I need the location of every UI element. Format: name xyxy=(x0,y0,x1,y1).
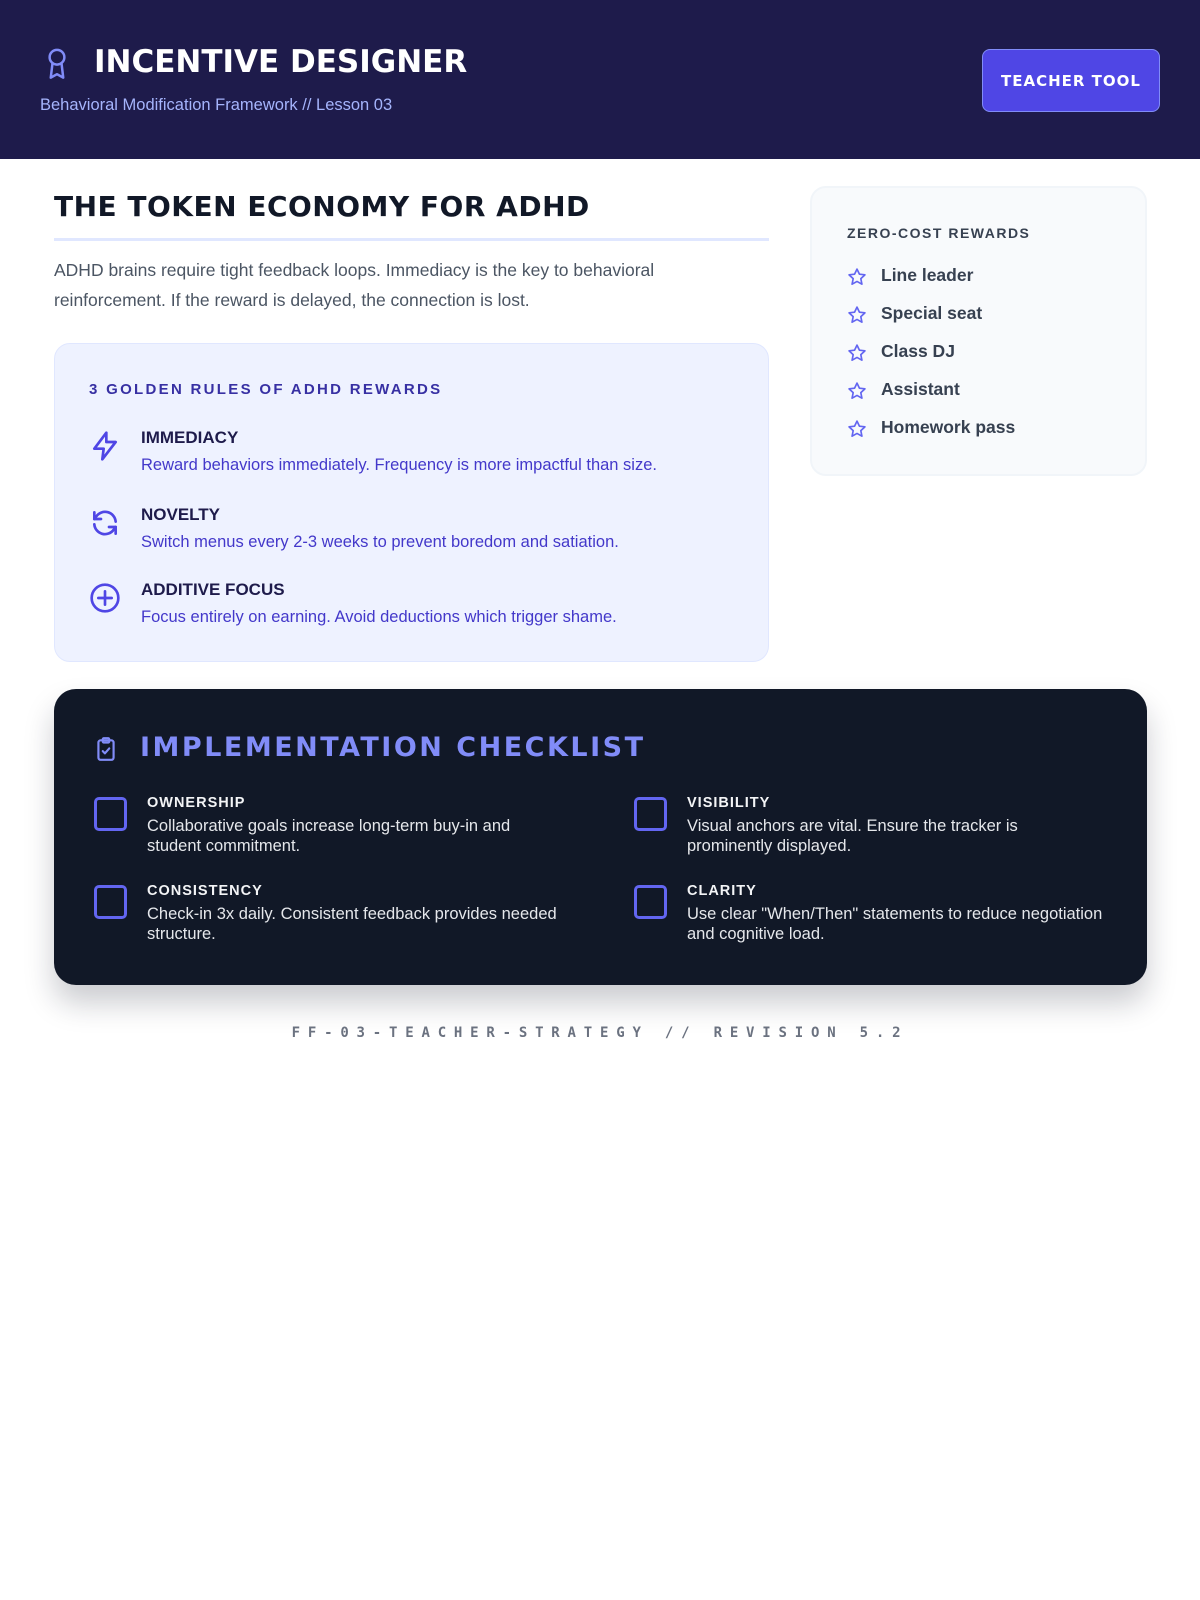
checklist-item-name: CLARITY xyxy=(687,883,757,899)
ownership-checkbox[interactable] xyxy=(94,797,127,831)
rule-description: Focus entirely on earning. Avoid deductions which trigger shame. xyxy=(141,608,617,626)
star-icon xyxy=(847,305,867,325)
checklist-item-name: CONSISTENCY xyxy=(147,883,263,899)
rule-name: ADDITIVE FOCUS xyxy=(141,580,285,599)
rule-name: NOVELTY xyxy=(141,505,221,524)
reward-label: Assistant xyxy=(881,379,960,399)
clipboard-check-icon xyxy=(93,736,119,762)
checklist-item-description: Visual anchors are vital. Ensure the tracker is prominently displayed. xyxy=(687,817,1018,855)
award-ribbon-icon xyxy=(43,47,71,81)
reward-item xyxy=(847,265,1127,289)
reward-label: Special seat xyxy=(881,303,983,323)
lightning-bolt-icon xyxy=(89,430,121,462)
app-title: INCENTIVE DESIGNER xyxy=(94,44,468,80)
app-header xyxy=(0,0,1200,159)
golden-rules-card xyxy=(54,343,769,662)
clarity-checkbox[interactable] xyxy=(634,885,667,919)
reward-label: Homework pass xyxy=(881,417,1016,437)
reward-label: Class DJ xyxy=(881,341,955,361)
checklist-item-description: Check-in 3x daily. Consistent feedback provides needed structure. xyxy=(147,905,557,943)
rule-name: IMMEDIACY xyxy=(141,428,239,447)
star-icon xyxy=(847,343,867,363)
app-subtitle: Behavioral Modification Framework // Lesson 03 xyxy=(40,96,393,114)
reward-item xyxy=(847,303,1127,327)
star-icon xyxy=(847,267,867,287)
document-code: FF-03-TEACHER-STRATEGY // REVISION 5.2 xyxy=(291,1025,909,1041)
consistency-checkbox[interactable] xyxy=(94,885,127,919)
rule-description: Reward behaviors immediately. Frequency is more impactful than size. xyxy=(141,456,657,474)
refresh-icon xyxy=(89,507,121,539)
checklist-item-description: Collaborative goals increase long-term buy-in and student commitment. xyxy=(147,817,511,855)
star-icon xyxy=(847,419,867,439)
implementation-checklist-panel xyxy=(54,689,1147,985)
visibility-checkbox[interactable] xyxy=(634,797,667,831)
intro-paragraph: ADHD brains require tight feedback loops. Immediacy is the key to behavioral reinforcement. If the reward is delayed, the connection is lost. xyxy=(54,260,655,310)
star-icon xyxy=(847,381,867,401)
reward-item xyxy=(847,341,1127,365)
rule-description: Switch menus every 2-3 weeks to prevent boredom and satiation. xyxy=(141,533,619,551)
plus-circle-icon xyxy=(89,582,121,614)
teacher-tool-button[interactable]: TEACHER TOOL xyxy=(982,49,1160,112)
checklist-item-description: Use clear "When/Then" statements to reduce negotiation and cognitive load. xyxy=(687,905,1103,943)
checklist-item-name: VISIBILITY xyxy=(687,795,771,811)
title-divider xyxy=(54,238,769,241)
reward-item xyxy=(847,379,1127,403)
checklist-item-name: OWNERSHIP xyxy=(147,795,246,811)
page-title: THE TOKEN ECONOMY FOR ADHD xyxy=(54,190,590,223)
reward-label: Line leader xyxy=(881,265,974,285)
checklist-title: IMPLEMENTATION CHECKLIST xyxy=(140,732,646,763)
rewards-heading: ZERO-COST REWARDS xyxy=(847,225,1031,241)
golden-rules-heading: 3 GOLDEN RULES OF ADHD REWARDS xyxy=(89,381,443,398)
zero-cost-rewards-card xyxy=(810,186,1147,476)
reward-item xyxy=(847,417,1127,441)
